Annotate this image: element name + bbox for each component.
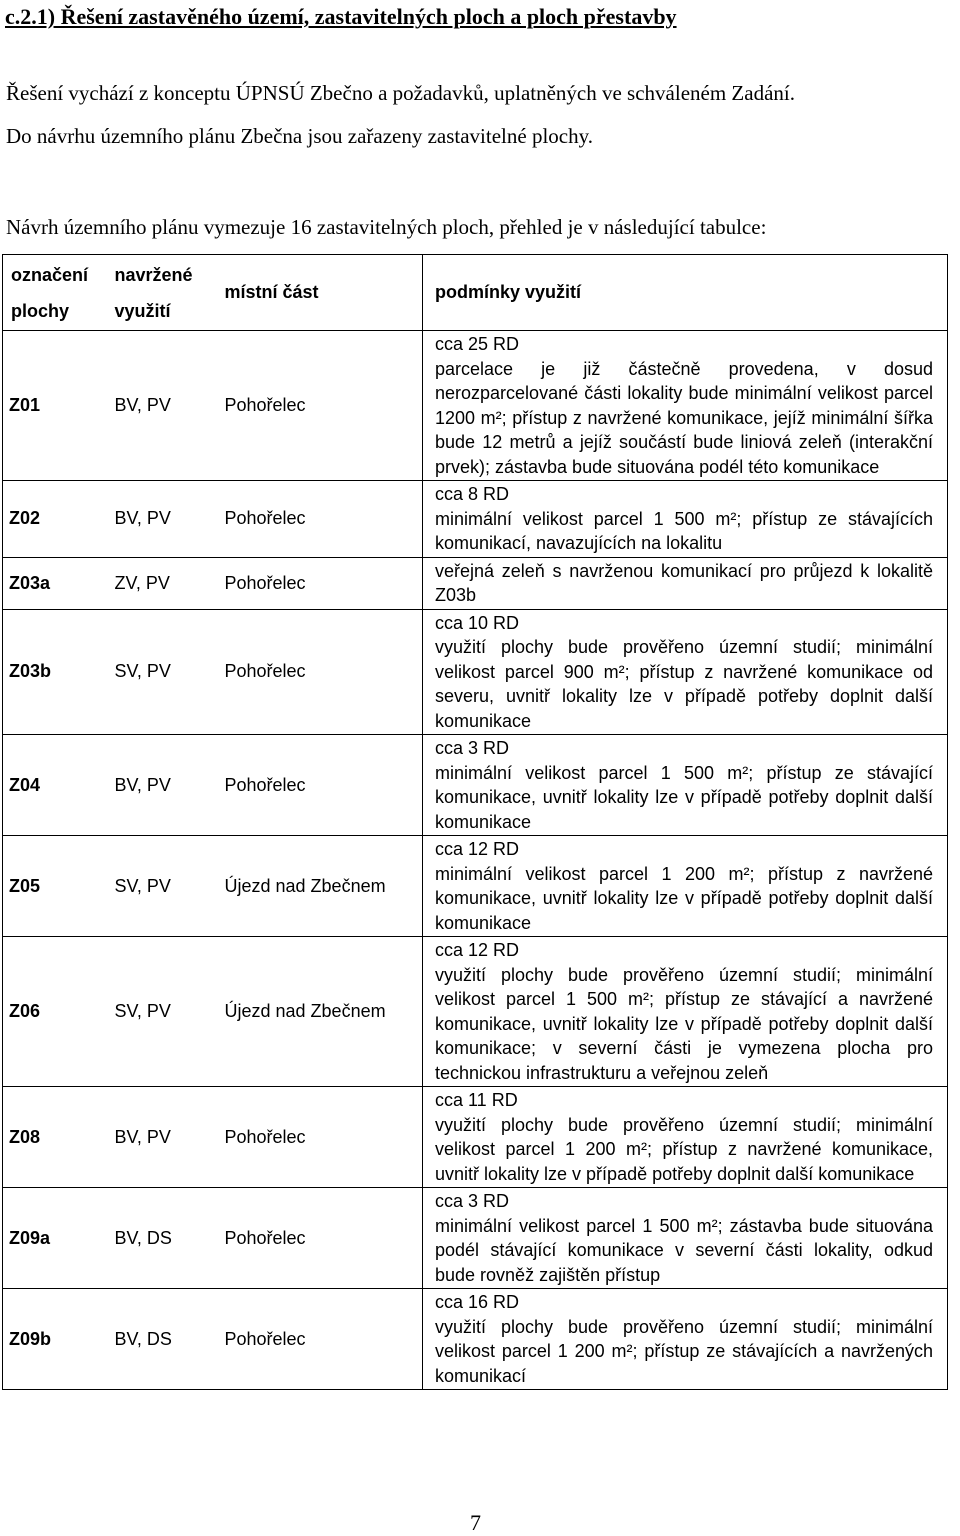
proposed-use-cell: BV, PV xyxy=(107,1087,217,1188)
local-part-cell: Pohořelec xyxy=(217,331,423,481)
header-plot-id: označení plochy xyxy=(3,255,107,331)
condition-text: veřejná zeleň s navrženou komunikací pro průjezd k lokalitě Z03b xyxy=(435,560,933,605)
proposed-use-cell: SV, PV xyxy=(107,836,217,937)
header-local-part: místní část xyxy=(217,255,423,331)
condition-text: minimální velikost parcel 1 500 m²; přístup ze stávající komunikace, uvnitř lokality lze v případě potřeby doplnit další komunikace xyxy=(435,762,933,832)
local-part-cell: Újezd nad Zbečnem xyxy=(217,937,423,1087)
condition-text: využití plochy bude prověřeno územní studií; minimální velikost parcel 1 200 m²; přístup z navržené komunikace, uvnitř lokality lze v případě potřeby doplnit další komunikace xyxy=(435,1114,933,1184)
condition-text: využití plochy bude prověřeno územní studií; minimální velikost parcel 1 200 m²; přístup ze stávajících a navržených komunikací xyxy=(435,1316,933,1386)
condition-text: cca 3 RD xyxy=(435,1191,510,1211)
condition-text: cca 11 RD xyxy=(435,1090,518,1110)
page-number: 7 xyxy=(470,1510,481,1535)
local-part-cell: Pohořelec xyxy=(217,1289,423,1390)
condition-text: parcelace je již částečně provedena, v dosud nerozparcelované části lokality bude minimální velikost parcel 1200 m²; přístup z navržené komunikace, jejíž minimální šířka bude 12 metrů a jejíž součástí bude liniová zeleň (interakční prvek); zástavba bude situována podél této komunikace xyxy=(435,358,933,477)
plot-id-cell: Z09b xyxy=(3,1289,107,1390)
conditions-cell xyxy=(423,1087,948,1188)
condition-text: cca 12 RD xyxy=(435,940,520,960)
condition-text: využití plochy bude prověřeno územní studií; minimální velikost parcel 900 m²; přístup z navržené komunikace od severu, uvnitř lokality lze v případě potřeby doplnit další komunikace xyxy=(435,637,933,731)
proposed-use-cell: BV, DS xyxy=(107,1188,217,1289)
condition-text: minimální velikost parcel 1 500 m²; přístup ze stávajících komunikací, navazujících na lokalitu xyxy=(435,508,933,553)
plot-id-cell: Z04 xyxy=(3,735,107,836)
condition-text: cca 16 RD xyxy=(435,1292,520,1312)
table-row xyxy=(3,836,948,937)
condition-text: cca 3 RD xyxy=(435,738,510,758)
table-row xyxy=(3,1087,948,1188)
local-part-cell: Újezd nad Zbečnem xyxy=(217,836,423,937)
intro-paragraph-line-2: Do návrhu územního plánu Zbečna jsou zařazeny zastavitelné plochy. xyxy=(6,124,593,148)
table-row xyxy=(3,331,948,481)
local-part-cell: Pohořelec xyxy=(217,1087,423,1188)
proposed-use-cell: ZV, PV xyxy=(107,557,217,609)
condition-text: cca 8 RD xyxy=(435,484,510,504)
table-row xyxy=(3,1188,948,1289)
section-heading: c.2.1) Řešení zastavěného území, zastavitelných ploch a ploch přestavby xyxy=(5,4,677,29)
condition-text: minimální velikost parcel 1 500 m²; zástavba bude situována podél stávající komunikace v severní části lokality, odkud bude rovněž zajištěn přístup xyxy=(435,1215,933,1285)
conditions-cell xyxy=(423,836,948,937)
table-row xyxy=(3,937,948,1087)
plot-id-cell: Z01 xyxy=(3,331,107,481)
condition-text: cca 25 RD xyxy=(435,334,520,354)
table-row xyxy=(3,609,948,735)
conditions-cell xyxy=(423,937,948,1087)
proposed-use-cell: SV, PV xyxy=(107,937,217,1087)
proposed-use-cell: BV, PV xyxy=(107,331,217,481)
local-part-cell: Pohořelec xyxy=(217,481,423,558)
table-row xyxy=(3,735,948,836)
plots-table xyxy=(2,254,948,1390)
plot-id-cell: Z02 xyxy=(3,481,107,558)
table-header-row xyxy=(3,255,948,331)
condition-text: minimální velikost parcel 1 200 m²; přístup z navržené komunikace, uvnitř lokality lze v případě potřeby doplnit další komunikace xyxy=(435,863,933,933)
plot-id-cell: Z05 xyxy=(3,836,107,937)
condition-text: cca 12 RD xyxy=(435,839,520,859)
table-intro-text: Návrh územního plánu vymezuje 16 zastavitelných ploch, přehled je v následující tabulce: xyxy=(6,215,767,239)
condition-text: cca 10 RD xyxy=(435,612,520,633)
plot-id-cell: Z08 xyxy=(3,1087,107,1188)
conditions-cell xyxy=(423,735,948,836)
proposed-use-cell: SV, PV xyxy=(107,609,217,735)
proposed-use-cell: BV, DS xyxy=(107,1289,217,1390)
conditions-cell xyxy=(423,557,948,609)
local-part-cell: Pohořelec xyxy=(217,735,423,836)
proposed-use-cell: BV, PV xyxy=(107,481,217,558)
header-proposed-use: navržené využití xyxy=(107,255,217,331)
condition-text: využití plochy bude prověřeno územní studií; minimální velikost parcel 1 500 m²; přístup ze stávající a navržené komunikace, uvnitř lokality lze v případě potřeby doplnit další komunikace; v severní části je vymezena plocha pro technickou infrastrukturu a veřejnou zeleň xyxy=(435,964,933,1083)
local-part-cell: Pohořelec xyxy=(217,609,423,735)
table-row xyxy=(3,481,948,558)
conditions-cell xyxy=(423,1188,948,1289)
conditions-cell xyxy=(423,609,948,735)
plot-id-cell: Z09a xyxy=(3,1188,107,1289)
plot-id-cell: Z03b xyxy=(3,609,107,735)
table-row xyxy=(3,1289,948,1390)
conditions-cell xyxy=(423,1289,948,1390)
conditions-cell xyxy=(423,481,948,558)
local-part-cell: Pohořelec xyxy=(217,557,423,609)
table-row xyxy=(3,557,948,609)
proposed-use-cell: BV, PV xyxy=(107,735,217,836)
header-conditions: podmínky využití xyxy=(423,255,948,331)
plot-id-cell: Z06 xyxy=(3,937,107,1087)
conditions-cell xyxy=(423,331,948,481)
intro-paragraph-line-1: Řešení vychází z konceptu ÚPNSÚ Zbečno a požadavků, uplatněných ve schváleném Zadání. xyxy=(6,81,795,105)
plot-id-cell: Z03a xyxy=(3,557,107,609)
local-part-cell: Pohořelec xyxy=(217,1188,423,1289)
